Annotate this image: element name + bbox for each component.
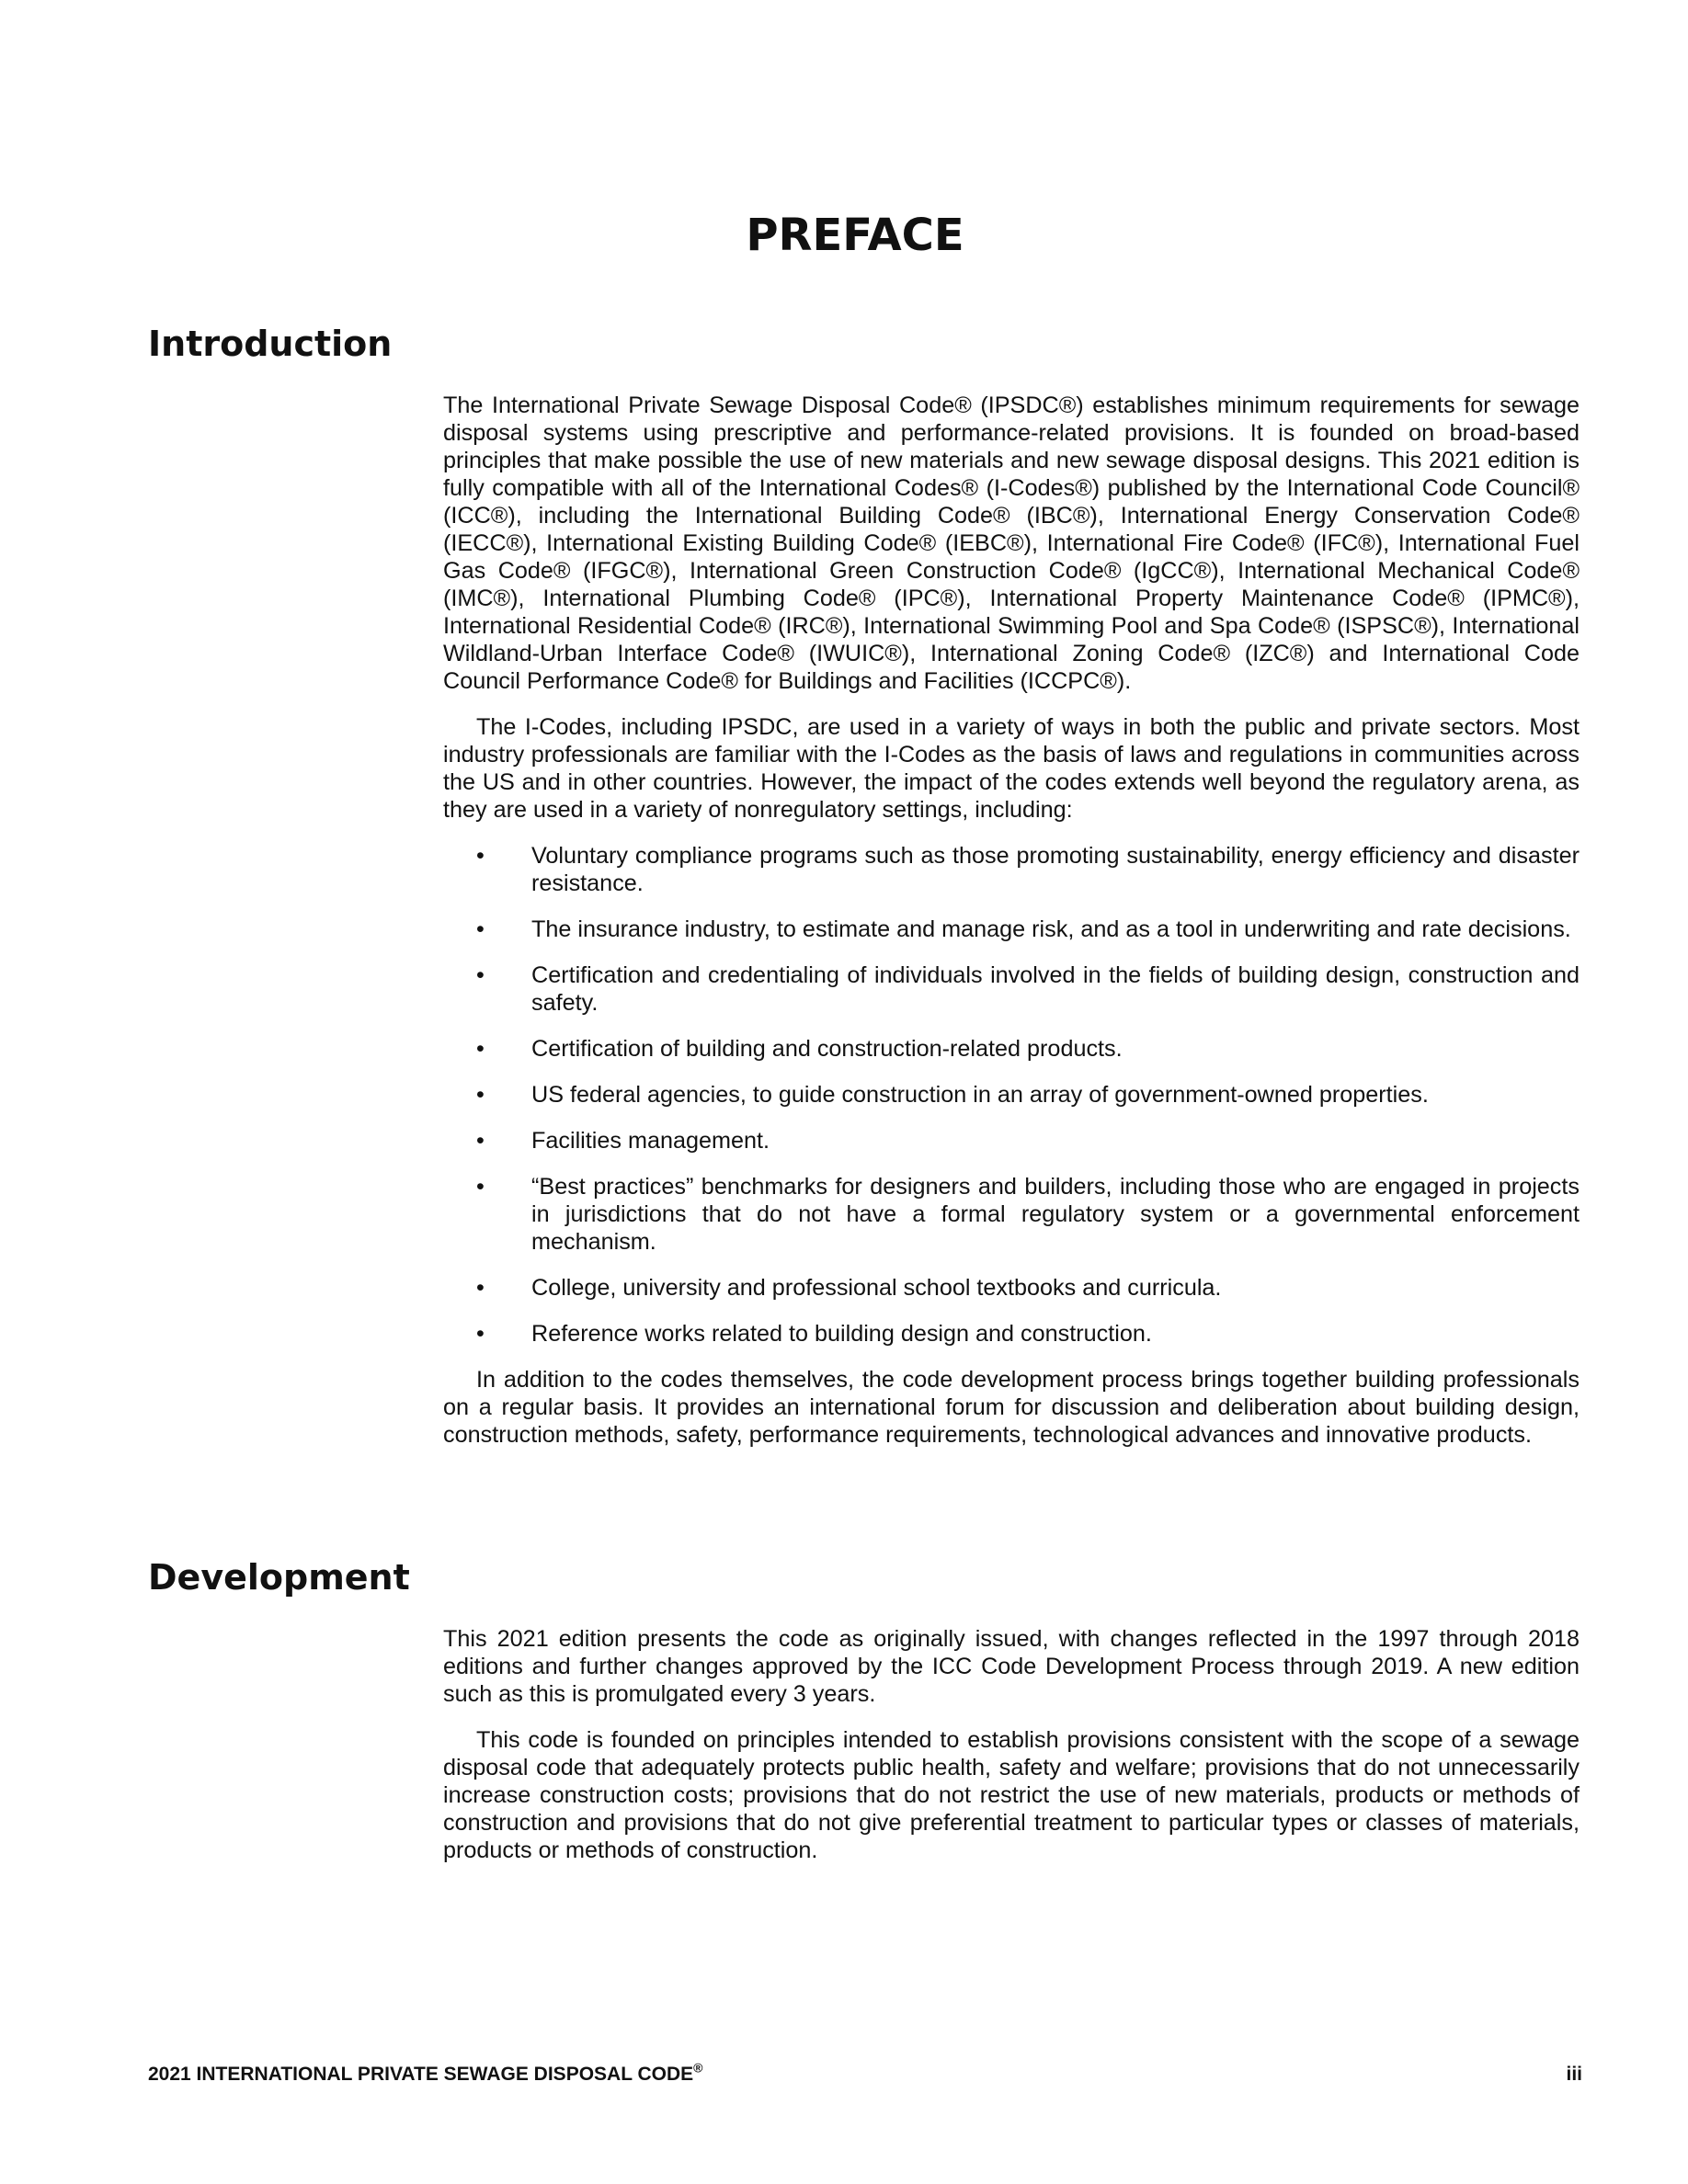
bullet-icon: • (476, 1321, 485, 1347)
bullet-icon: • (476, 843, 485, 869)
list-item (443, 1035, 1580, 1063)
list-item-text: Certification of building and construction-related products. (531, 1036, 1123, 1062)
list-item-text: Voluntary compliance programs such as those promoting sustainability, energy efficiency and disaster resistance. (531, 843, 1580, 896)
bullet-icon: • (476, 1082, 485, 1108)
bullet-icon: • (476, 1275, 485, 1301)
list-item-text: Reference works related to building design and construction. (531, 1321, 1152, 1347)
list-item (443, 1173, 1580, 1256)
list-item-text: Certification and credentialing of individuals involved in the fields of building design, construction and safety. (531, 962, 1580, 1016)
list-item-text: Facilities management. (531, 1128, 770, 1154)
list-item-text: College, university and professional school textbooks and curricula. (531, 1275, 1222, 1301)
development-paragraph-1: This 2021 edition presents the code as originally issued, with changes reflected in the 1997 through 2018 editions and further changes approved by the ICC Code Development Process through 2019. A new edition such as this is promulgated every 3 years. (443, 1626, 1580, 1707)
page-number: iii (1566, 2064, 1582, 2085)
list-item (443, 961, 1580, 1017)
intro-paragraph-1: The International Private Sewage Disposal Code® (IPSDC®) establishes minimum requirements for sewage disposal systems using prescriptive and performance-related provisions. It is founded on broad-based principles that make possible the use of new materials and new sewage disposal designs. This 2021 edition is fully compatible with all of the International Codes® (I-Codes®) published by the International Code Council® (ICC®), including the International Building Code® (IBC®), International Energy Conservation Code® (IECC®), International Existing Building Code® (IEBC®), International Fire Code® (IFC®), International Fuel Gas Code® (IFGC®), International Green Construction Code® (IgCC®), International Mechanical Code® (IMC®), International Plumbing Code® (IPC®), International Property Maintenance Code® (IPMC®), International Residential Code® (IRC®), International Swimming Pool and Spa Code® (ISPSC®), International Wildland-Urban Interface Code® (IWUIC®), International Zoning Code® (IZC®) and International Code Council Performance Code® for Buildings and Facilities (ICCPC®). (443, 392, 1580, 694)
bullet-icon: • (476, 1036, 485, 1062)
uses-list (443, 842, 1580, 1348)
page-title: PREFACE (746, 210, 964, 262)
list-item (443, 842, 1580, 897)
list-item-text: “Best practices” benchmarks for designers and builders, including those who are engaged in projects in jurisdictions that do not have a formal regulatory system or a governmental enforcement mechanism. (531, 1174, 1580, 1255)
registered-mark: ® (693, 2060, 703, 2076)
introduction-body (443, 392, 1580, 1467)
bullet-icon: • (476, 1128, 485, 1154)
list-item-text: The insurance industry, to estimate and manage risk, and as a tool in underwriting and rate decisions. (531, 916, 1571, 942)
list-item (443, 1127, 1580, 1155)
section-heading-development: Development (148, 1557, 410, 1598)
development-paragraph-2: This code is founded on principles intended to establish provisions consistent with the scope of a sewage disposal code that adequately protects public health, safety and welfare; provisions that do not unnecessarily increase construction costs; provisions that do not restrict the use of new materials, products or methods of construction and provisions that do not give preferential treatment to particular types or classes of materials, products or methods of construction. (443, 1727, 1580, 1863)
section-heading-introduction: Introduction (148, 324, 393, 364)
bullet-icon: • (476, 916, 485, 942)
bullet-icon: • (476, 1174, 485, 1200)
list-item-text: US federal agencies, to guide construction in an array of government-owned properties. (531, 1082, 1429, 1108)
footer-title-text: 2021 INTERNATIONAL PRIVATE SEWAGE DISPOSAL CODE (148, 2064, 694, 2085)
footer-title (148, 2060, 703, 2086)
list-item (443, 916, 1580, 943)
intro-paragraph-3: In addition to the codes themselves, the code development process brings together building professionals on a regular basis. It provides an international forum for discussion and deliberation about building design, construction methods, safety, performance requirements, technological advances and innovative products. (443, 1367, 1580, 1448)
intro-paragraph-2: The I-Codes, including IPSDC, are used in a variety of ways in both the public and private sectors. Most industry professionals are familiar with the I-Codes as the basis of laws and regulations in communities across the US and in other countries. However, the impact of the codes extends well beyond the regulatory arena, as they are used in a variety of nonregulatory settings, including: (443, 714, 1580, 823)
list-item (443, 1081, 1580, 1109)
bullet-icon: • (476, 962, 485, 988)
list-item (443, 1274, 1580, 1302)
development-body (443, 1625, 1580, 1883)
list-item (443, 1320, 1580, 1348)
